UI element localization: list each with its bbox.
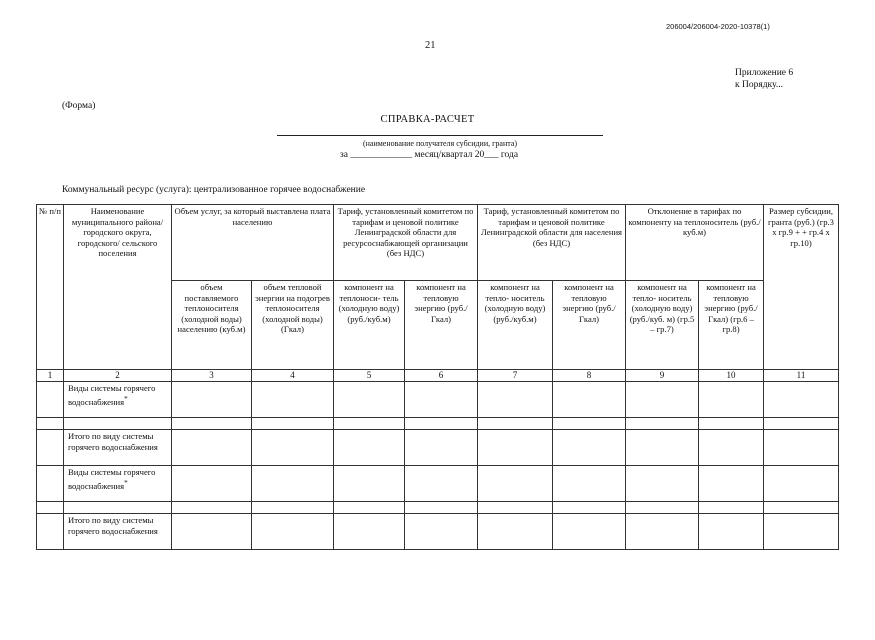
column-number: 5 — [334, 370, 405, 382]
table-cell — [252, 382, 334, 418]
table-cell — [626, 382, 699, 418]
table-cell — [252, 430, 334, 466]
table-cell — [405, 466, 478, 502]
table-cell — [478, 430, 553, 466]
recipient-underline — [277, 135, 603, 136]
period-line: за _____________ месяц/квартал 20___ года — [340, 150, 519, 160]
column-number: 3 — [172, 370, 252, 382]
subheader-col6: компонент на тепловую энергию (руб./Гкал) — [405, 281, 478, 370]
table-cell — [252, 418, 334, 430]
form-label: (Форма) — [62, 101, 96, 111]
subheader-col3: объем поставляемого теплоносителя (холодной воды) населению (куб.м) — [172, 281, 252, 370]
table-cell — [334, 418, 405, 430]
table-cell — [478, 466, 553, 502]
row-label-text: Итого по виду системы горячего водоснабжения — [68, 515, 158, 536]
table-cell — [334, 502, 405, 514]
table-cell — [37, 430, 64, 466]
appendix-line-1: Приложение 6 — [735, 68, 794, 78]
table-cell — [764, 502, 839, 514]
recipient-note: (наименование получателя субсидии, гранта) — [362, 139, 518, 148]
row-label — [64, 382, 172, 418]
table-cell — [699, 430, 764, 466]
table-cell — [405, 502, 478, 514]
table-cell — [334, 466, 405, 502]
footnote-mark: * — [124, 394, 128, 403]
table-cell — [478, 514, 553, 550]
resource-line: Коммунальный ресурс (услуга): централизованное горячее водоснабжение — [62, 185, 366, 195]
column-number: 6 — [405, 370, 478, 382]
row-label — [64, 418, 172, 430]
subheader-col4: объем тепловой энергии на подогрев теплоносителя (холодной воды) (Гкал) — [252, 281, 334, 370]
row-label-text: Виды системы горячего водоснабжения — [68, 383, 156, 407]
table-cell — [405, 382, 478, 418]
table-cell — [172, 382, 252, 418]
header-deviation: Отклонение в тарифах по компоненту на теплоноситель (руб./куб.м) — [626, 205, 764, 281]
row-label — [64, 502, 172, 514]
footnote-mark: * — [124, 478, 128, 487]
table-row — [37, 466, 839, 502]
table-row — [37, 382, 839, 418]
subheader-col9: компонент на тепло- носитель (холодную воду) (руб./куб. м) (гр.5 – гр.7) — [626, 281, 699, 370]
table-cell — [37, 514, 64, 550]
table-row — [37, 430, 839, 466]
table-cell — [553, 418, 626, 430]
table-row — [37, 514, 839, 550]
table-cell — [626, 418, 699, 430]
header-volume: Объем услуг, за который выставлена плата населению — [172, 205, 334, 281]
subheader-col10: компонент на тепловую энергию (руб./Гкал) (гр.6 – гр.8) — [699, 281, 764, 370]
table-cell — [553, 466, 626, 502]
subheader-col8: компонент на тепловую энергию (руб./Гкал) — [553, 281, 626, 370]
table-cell — [334, 430, 405, 466]
table-cell — [172, 418, 252, 430]
subheader-col5: компонент на теплоноси- тель (холодную воду) (руб./куб.м) — [334, 281, 405, 370]
table-cell — [699, 466, 764, 502]
header-subsidy: Размер субсидии, гранта (руб.) (гр.3 x гр.9 + + гр.4 x гр.10) — [764, 205, 839, 370]
column-number: 9 — [626, 370, 699, 382]
row-label — [64, 514, 172, 550]
header-municipality: Наименование муниципального района/городского округа, городского/ сельского поселения — [64, 205, 172, 370]
table-cell — [252, 502, 334, 514]
column-number: 7 — [478, 370, 553, 382]
column-number: 11 — [764, 370, 839, 382]
table-cell — [37, 466, 64, 502]
table-cell — [626, 466, 699, 502]
table-cell — [478, 382, 553, 418]
table-cell — [478, 502, 553, 514]
table-cell — [553, 502, 626, 514]
row-label — [64, 466, 172, 502]
calculation-table — [36, 204, 839, 550]
table-cell — [37, 502, 64, 514]
table-cell — [764, 514, 839, 550]
table-cell — [764, 430, 839, 466]
table-cell — [37, 418, 64, 430]
table-cell — [699, 382, 764, 418]
table-cell — [405, 430, 478, 466]
header-number: № п/п — [37, 205, 64, 370]
table-cell — [553, 514, 626, 550]
table-cell — [334, 382, 405, 418]
table-cell — [553, 430, 626, 466]
table-cell — [252, 514, 334, 550]
table-cell — [172, 514, 252, 550]
table-cell — [553, 382, 626, 418]
table-cell — [334, 514, 405, 550]
table-cell — [172, 466, 252, 502]
document-title: СПРАВКА-РАСЧЕТ — [380, 114, 475, 125]
table-cell — [37, 382, 64, 418]
table-cell — [172, 430, 252, 466]
document-number: 206004/206004-2020-10378(1) — [666, 22, 770, 31]
subheader-col7: компонент на тепло- носитель (холодную воду) (руб./куб.м) — [478, 281, 553, 370]
column-number: 4 — [252, 370, 334, 382]
column-number: 1 — [37, 370, 64, 382]
table-cell — [764, 466, 839, 502]
table-cell — [764, 382, 839, 418]
table-cell — [405, 418, 478, 430]
header-tariff-population: Тариф, установленный комитетом по тарифам и ценовой политике Ленинградской области для населения (без НДС) — [478, 205, 626, 281]
table-cell — [252, 466, 334, 502]
row-label-text: Виды системы горячего водоснабжения — [68, 467, 156, 491]
table-cell — [626, 502, 699, 514]
appendix-reference — [735, 67, 793, 91]
column-number: 8 — [553, 370, 626, 382]
table-cell — [478, 418, 553, 430]
table-cell — [699, 502, 764, 514]
column-number: 2 — [64, 370, 172, 382]
table-cell — [626, 514, 699, 550]
table-cell — [172, 502, 252, 514]
table-cell — [764, 418, 839, 430]
page-number: 21 — [425, 40, 436, 51]
table-row — [37, 502, 839, 514]
table-cell — [626, 430, 699, 466]
table-cell — [405, 514, 478, 550]
row-label — [64, 430, 172, 466]
header-tariff-rso: Тариф, установленный комитетом по тарифам и ценовой политике Ленинградской области для ресурсоснабжающей организации (без НДС) — [334, 205, 478, 281]
table-row — [37, 418, 839, 430]
table-cell — [699, 514, 764, 550]
row-label-text: Итого по виду системы горячего водоснабжения — [68, 431, 158, 452]
column-number: 10 — [699, 370, 764, 382]
table-cell — [699, 418, 764, 430]
appendix-line-2: к Порядку... — [735, 80, 783, 90]
